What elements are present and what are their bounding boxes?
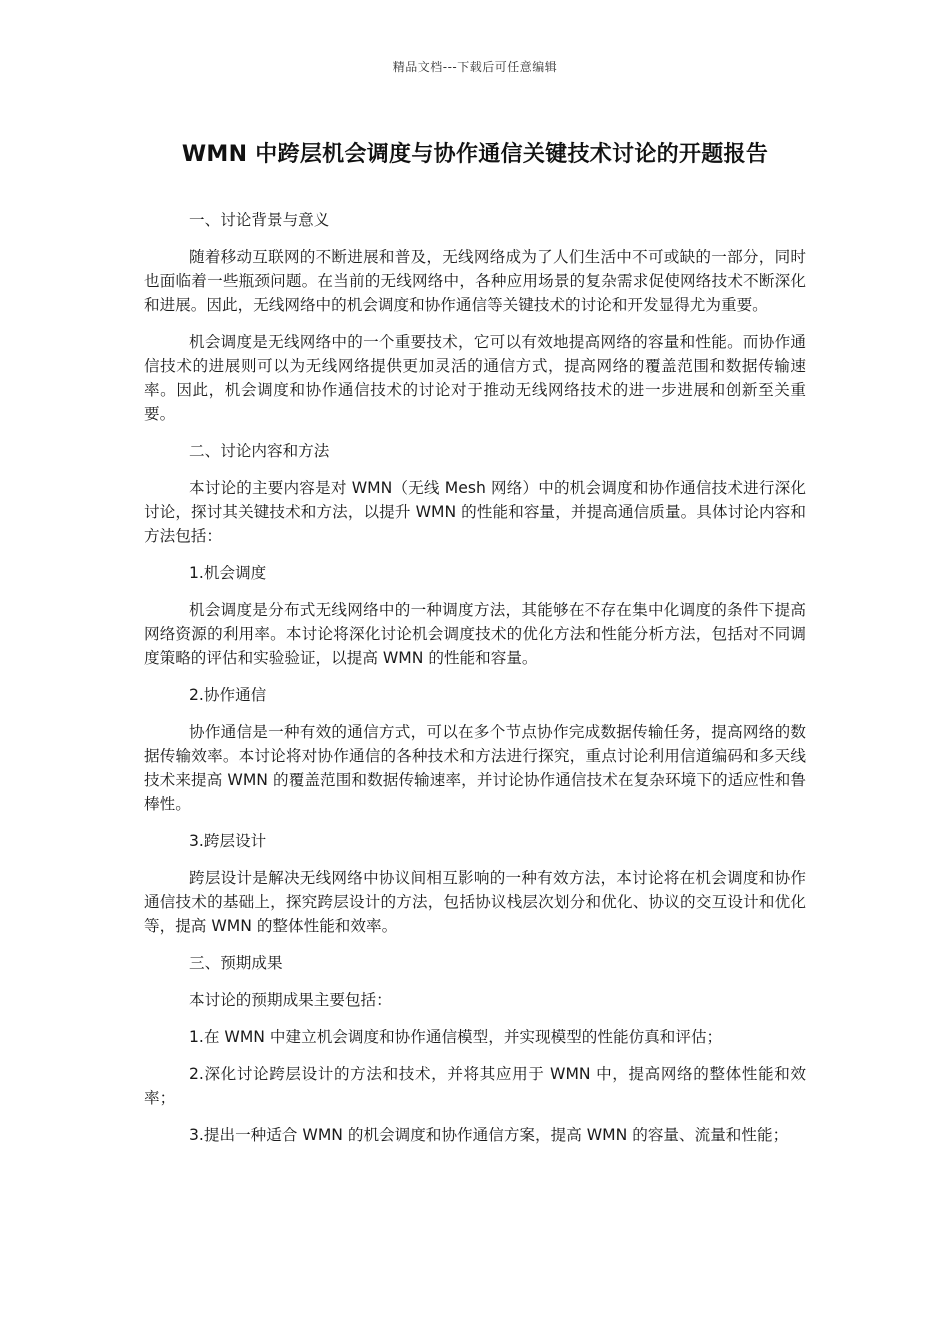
paragraph-cooperative-communication: 协作通信是一种有效的通信方式，可以在多个节点协作完成数据传输任务，提高网络的数据传输效率。本讨论将对协作通信的各种技术和方法进行探究，重点讨论利用信道编码和多天线技术来提高 WMN 的覆盖范围和数据传输速率，并讨论协作通信技术在复杂环境下的适应性和鲁棒性。 xyxy=(144,723,806,813)
section-heading-expected-results: 三、预期成果 xyxy=(189,954,283,972)
section-heading-background: 一、讨论背景与意义 xyxy=(189,211,330,229)
list-item-expected-3: 3.提出一种适合 WMN 的机会调度和协作通信方案，提高 WMN 的容量、流量和性能； xyxy=(189,1126,789,1144)
document-body xyxy=(144,208,806,1160)
header-note: 精品文档---下载后可任意编辑 xyxy=(392,60,558,74)
paragraph-content-intro: 本讨论的主要内容是对 WMN（无线 Mesh 网络）中的机会调度和协作通信技术进行深化讨论，探讨其关键技术和方法，以提升 WMN 的性能和容量，并提高通信质量。具体讨论内容和方法包括： xyxy=(144,479,806,545)
page-title: WMN 中跨层机会调度与协作通信关键技术讨论的开题报告 xyxy=(181,142,769,167)
subheading-cooperative-communication: 2.协作通信 xyxy=(189,686,267,704)
paragraph-expected-intro: 本讨论的预期成果主要包括： xyxy=(189,991,392,1009)
list-item-expected-1: 1.在 WMN 中建立机会调度和协作通信模型，并实现模型的性能仿真和评估； xyxy=(189,1028,723,1046)
section-heading-content-methods: 二、讨论内容和方法 xyxy=(189,442,330,460)
paragraph-background-2: 机会调度是无线网络中的一个重要技术，它可以有效地提高网络的容量和性能。而协作通信技术的进展则可以为无线网络提供更加灵活的通信方式，提高网络的覆盖范围和数据传输速率。因此，机会调度和协作通信技术的讨论对于推动无线网络技术的进一步进展和创新至关重要。 xyxy=(144,333,806,423)
list-item-expected-2: 2.深化讨论跨层设计的方法和技术，并将其应用于 WMN 中，提高网络的整体性能和效率； xyxy=(144,1065,806,1107)
paragraph-opportunistic-scheduling: 机会调度是分布式无线网络中的一种调度方法，其能够在不存在集中化调度的条件下提高网络资源的利用率。本讨论将深化讨论机会调度技术的优化方法和性能分析方法，包括对不同调度策略的评估和实验验证，以提高 WMN 的性能和容量。 xyxy=(144,601,806,667)
subheading-opportunistic-scheduling: 1.机会调度 xyxy=(189,564,267,582)
subheading-cross-layer-design: 3.跨层设计 xyxy=(189,832,267,850)
paragraph-background-1: 随着移动互联网的不断进展和普及，无线网络成为了人们生活中不可或缺的一部分，同时也面临着一些瓶颈问题。在当前的无线网络中，各种应用场景的复杂需求促使网络技术不断深化和进展。因此，无线网络中的机会调度和协作通信等关键技术的讨论和开发显得尤为重要。 xyxy=(144,248,806,314)
paragraph-cross-layer-design: 跨层设计是解决无线网络中协议间相互影响的一种有效方法，本讨论将在机会调度和协作通信技术的基础上，探究跨层设计的方法，包括协议栈层次划分和优化、协议的交互设计和优化等，提高 WMN 的整体性能和效率。 xyxy=(144,869,806,935)
